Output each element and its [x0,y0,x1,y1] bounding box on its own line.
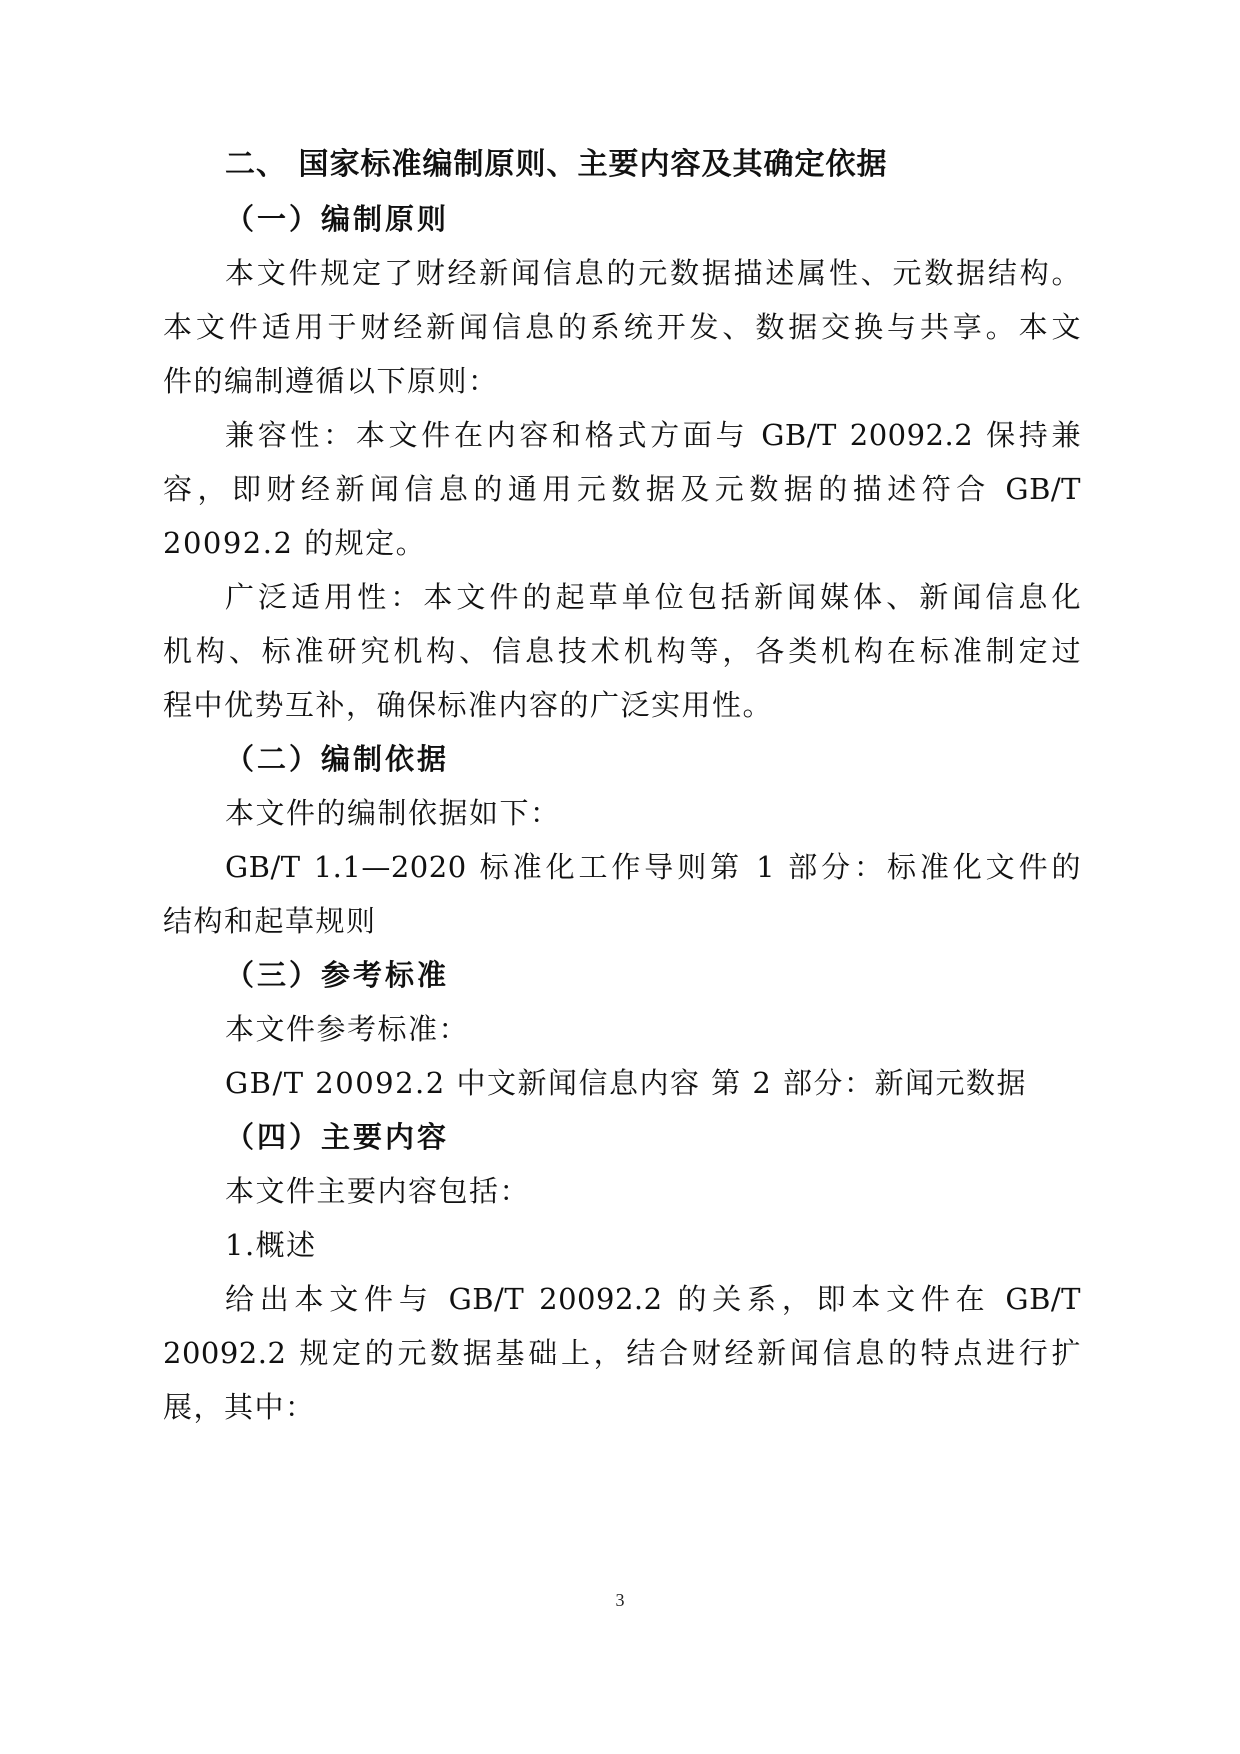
paragraph-line: 机构、标准研究机构、信息技术机构等，各类机构在标准制定过 [163,634,1081,668]
subsection-title-main-content: （四）主要内容 [225,1120,450,1154]
paragraph-line: 程中优势互补，确保标准内容的广泛实用性。 [163,688,774,722]
paragraph-line: 结构和起草规则 [163,904,377,938]
list-item: 1.概述 [225,1228,317,1262]
paragraph-line: 本文件主要内容包括： [225,1174,531,1208]
paragraph-line: 本文件适用于财经新闻信息的系统开发、数据交换与共享。本文 [163,310,1081,344]
paragraph-line: 容，即财经新闻信息的通用元数据及元数据的描述符合 GB/T [163,472,1081,506]
paragraph-line: 展，其中： [163,1390,316,1424]
paragraph-line: 广泛适用性：本文件的起草单位包括新闻媒体、新闻信息化 [225,580,1081,614]
subsection-title-basis: （二）编制依据 [225,742,450,776]
paragraph-line: 给出本文件与 GB/T 20092.2 的关系，即本文件在 GB/T [225,1282,1081,1316]
paragraph-line: 20092.2 规定的元数据基础上，结合财经新闻信息的特点进行扩 [163,1336,1081,1370]
paragraph-line: GB/T 20092.2 中文新闻信息内容 第 2 部分：新闻元数据 [225,1066,1028,1100]
paragraph-line: 本文件参考标准： [225,1012,470,1046]
section-title: 二、 国家标准编制原则、主要内容及其确定依据 [225,147,888,182]
subsection-title-principles: （一）编制原则 [225,202,450,236]
paragraph-line: GB/T 1.1—2020 标准化工作导则第 1 部分：标准化文件的 [225,850,1081,884]
paragraph-line: 件的编制遵循以下原则： [163,364,499,398]
paragraph-line: 本文件的编制依据如下： [225,796,561,830]
paragraph-line: 20092.2 的规定。 [163,526,427,560]
subsection-title-references: （三）参考标准 [225,958,450,992]
paragraph-line: 兼容性：本文件在内容和格式方面与 GB/T 20092.2 保持兼 [225,418,1081,452]
paragraph-line: 本文件规定了财经新闻信息的元数据描述属性、元数据结构。 [225,256,1081,290]
page-number: 3 [615,1590,625,1610]
